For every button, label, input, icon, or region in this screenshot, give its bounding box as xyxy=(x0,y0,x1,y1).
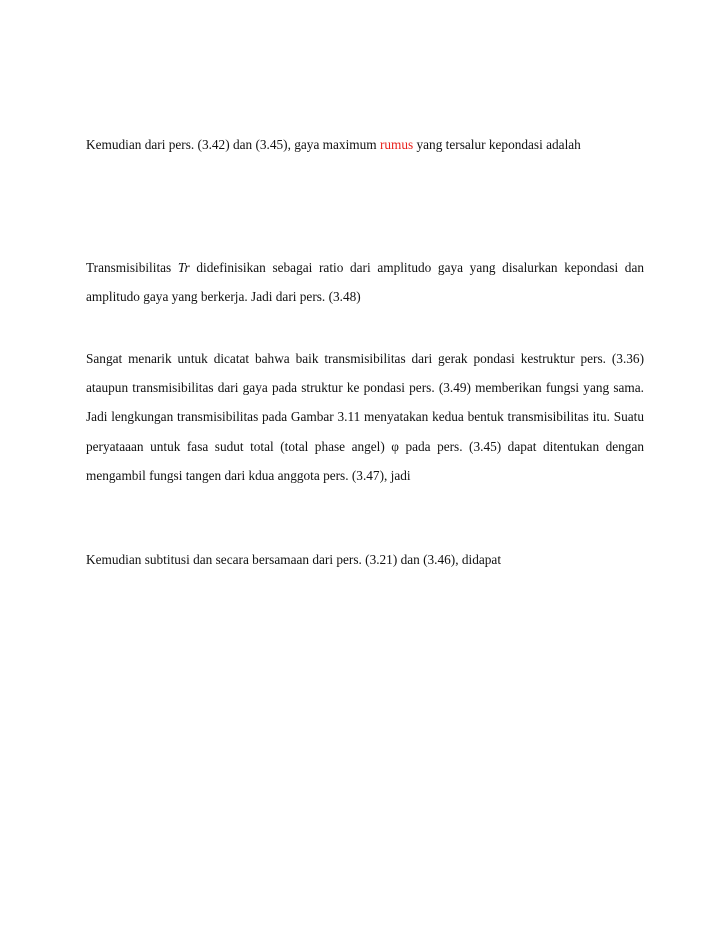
paragraph-1-text-before: Kemudian dari pers. (3.42) dan (3.45), gaya maximum xyxy=(86,137,380,152)
paragraph-2-text-after: didefinisikan sebagai ratio dari amplitudo gaya yang disalurkan kepondasi dan amplitudo gaya yang berkerja. Jadi dari pers. (3.48) xyxy=(86,260,644,305)
paragraph-subtitusi: Kemudian subtitusi dan secara bersamaan dari pers. (3.21) dan (3.46), didapat xyxy=(86,552,502,567)
paragraph-2-text-before: Transmisibilitas xyxy=(86,260,178,275)
paragraph-1-text-after: yang tersalur kepondasi adalah xyxy=(413,137,581,152)
symbol-tr: Tr xyxy=(177,260,190,275)
paragraph-transmisibilitas-comparison: Sangat menarik untuk dicatat bahwa baik transmisibilitas dari gerak pondasi kestruktur pers. (3.36) ataupun transmisibilitas dari gaya pada struktur ke pondasi pers. (3.49) memberikan fungsi yang sama. Jadi lengkungan transmisibilitas pada Gambar 3.11 menyatakan kedua bentuk transmisibilitas itu. Suatu peryataaan untuk fasa sudut total (total phase angel) φ pada pers. (3.45) dapat ditentukan dengan mengambil fungsi tangen dari kdua anggota pers. (3.47), jadi xyxy=(86,351,644,483)
paragraph-transmisibilitas-definition xyxy=(86,253,644,311)
highlighted-word-rumus: rumus xyxy=(379,137,414,152)
paragraph-gaya-maximum xyxy=(86,130,644,159)
